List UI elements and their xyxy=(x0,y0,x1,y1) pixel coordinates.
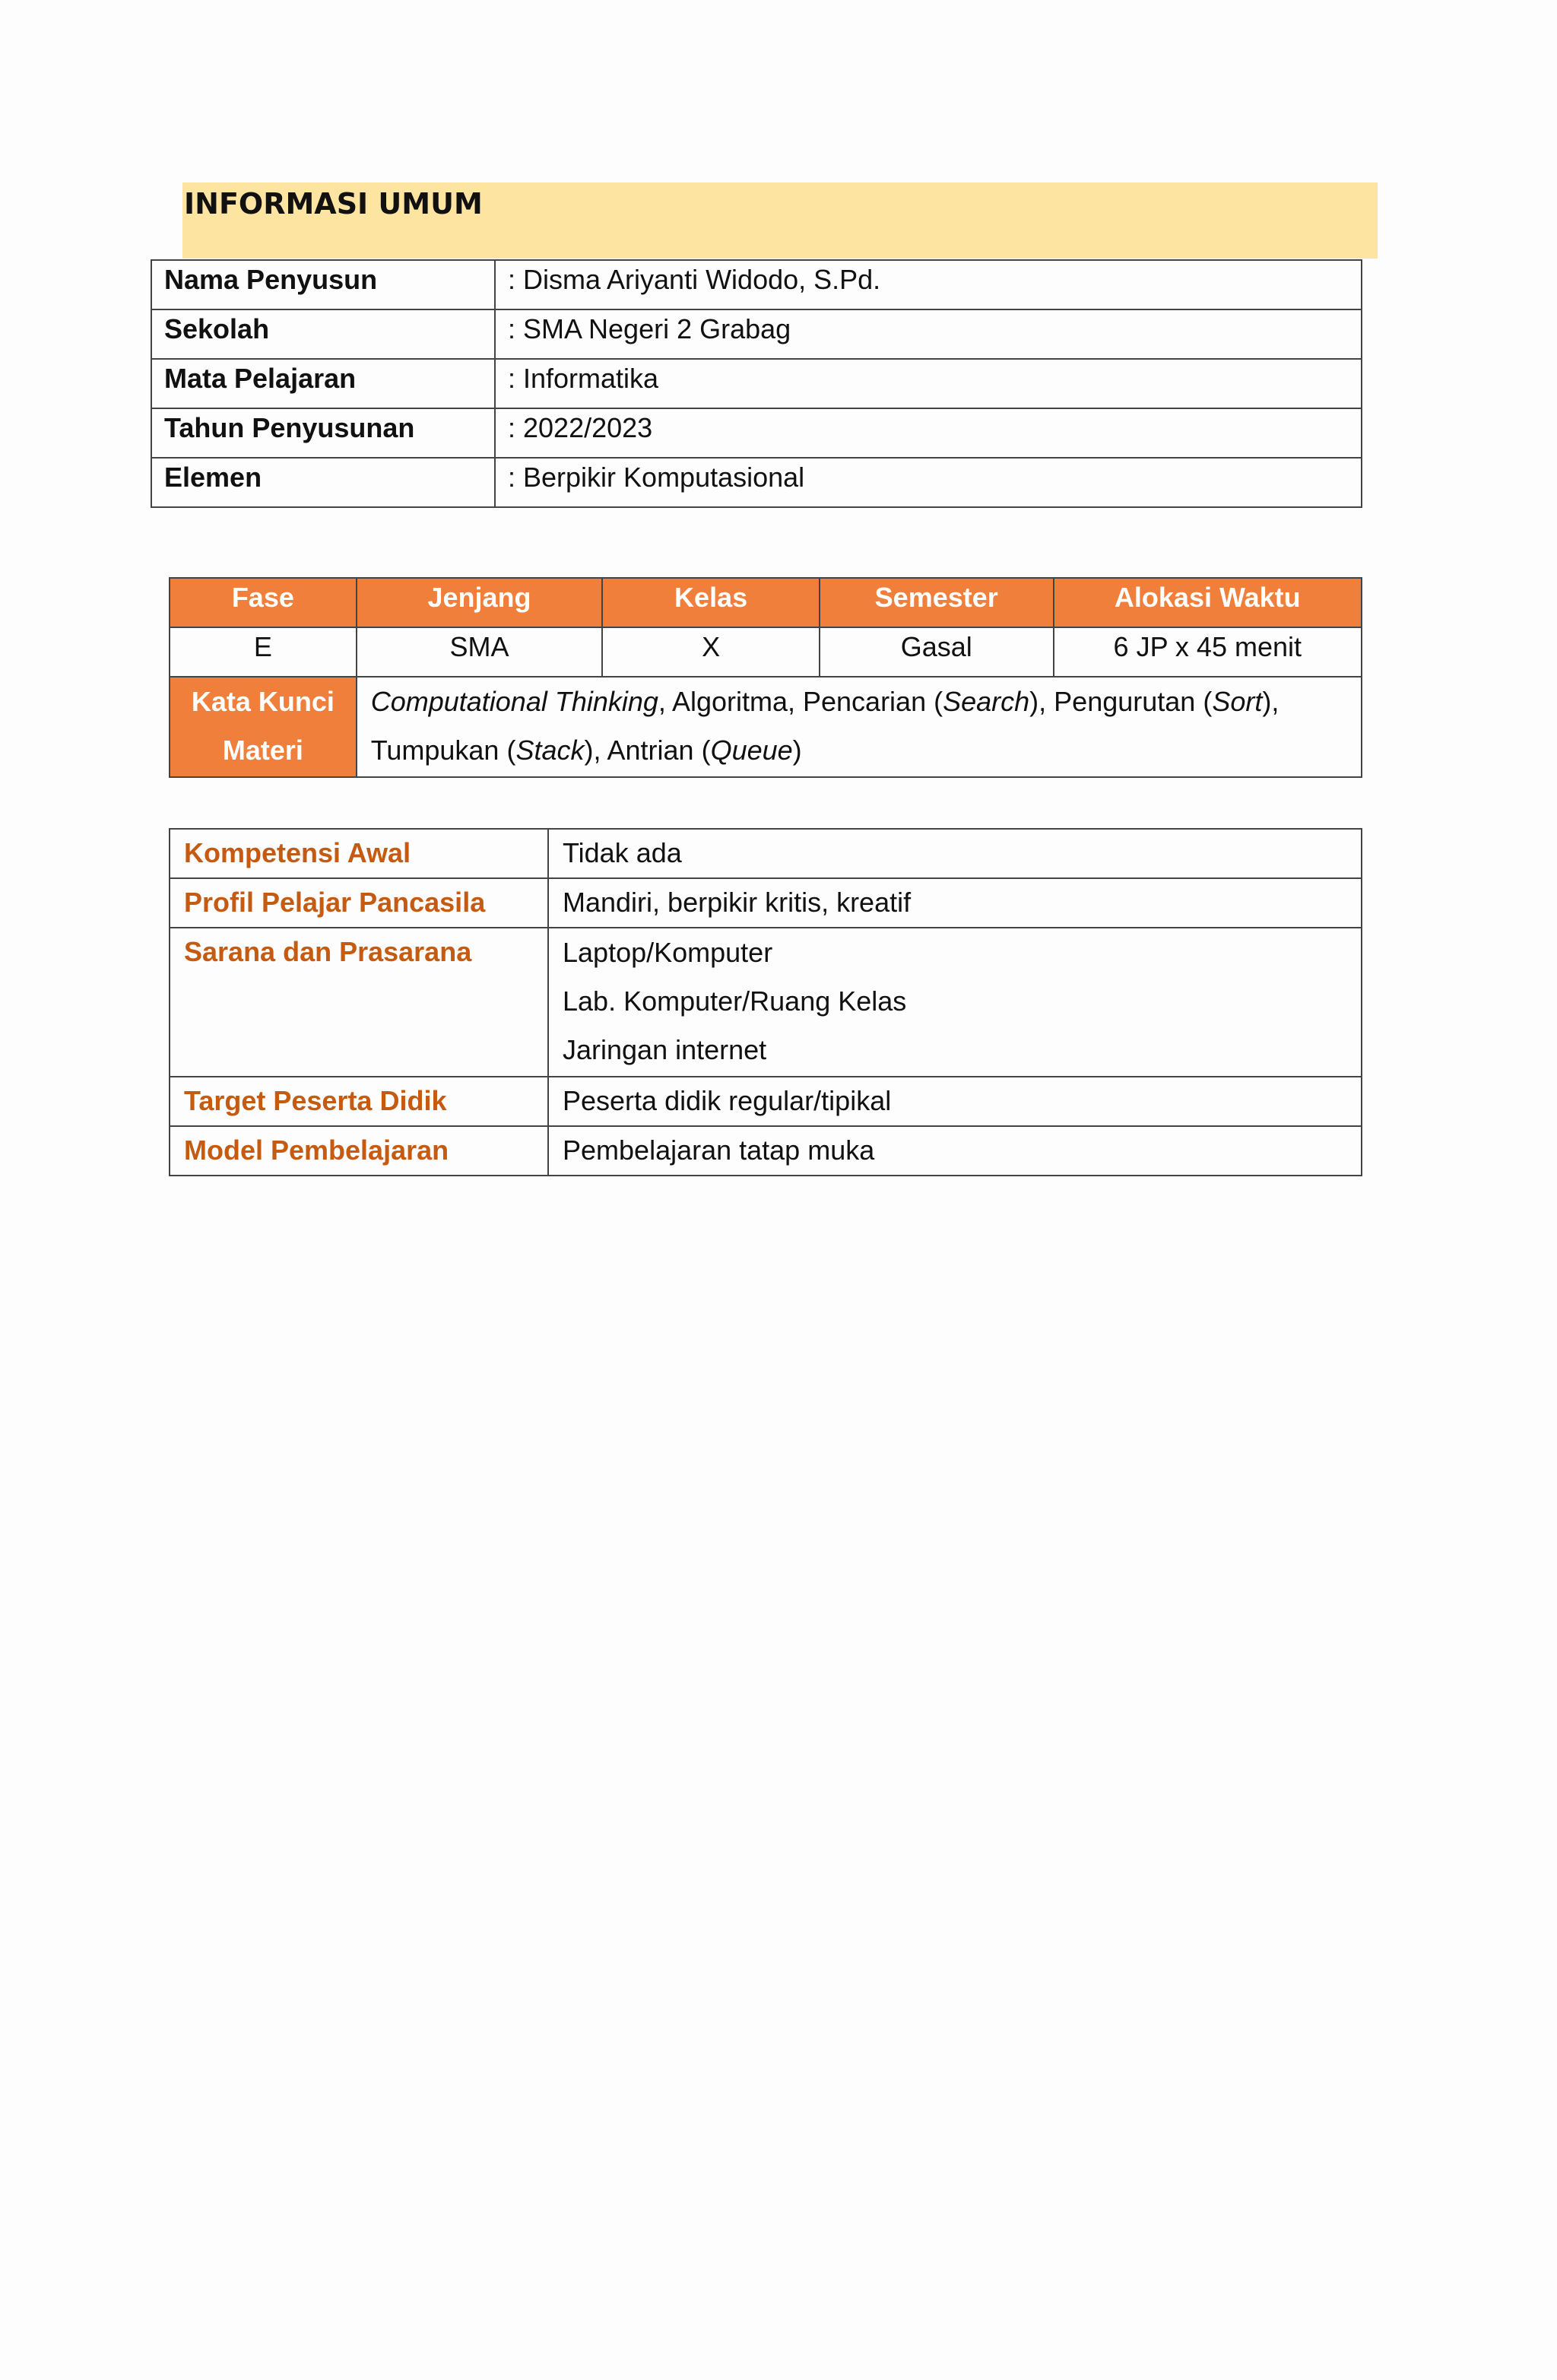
table-row xyxy=(151,408,1362,458)
header-jenjang: Jenjang xyxy=(357,578,603,627)
info-label: Mata Pelajaran xyxy=(151,359,495,408)
competency-label: Model Pembelajaran xyxy=(170,1126,548,1176)
value-semester: Gasal xyxy=(820,627,1054,677)
table-row xyxy=(151,359,1362,408)
kata-kunci-term: Search xyxy=(943,686,1030,717)
info-value: : SMA Negeri 2 Grabag xyxy=(495,309,1362,359)
competency-value: Pembelajaran tatap muka xyxy=(548,1126,1362,1176)
competency-table xyxy=(169,828,1362,1176)
header-kelas: Kelas xyxy=(602,578,820,627)
table-row xyxy=(170,928,1362,1077)
value-fase: E xyxy=(170,627,357,677)
kata-kunci-text: ) xyxy=(792,735,802,766)
kata-kunci-line-1 xyxy=(371,678,1347,726)
kata-kunci-text: , Algoritma, Pencarian ( xyxy=(658,686,943,717)
kata-kunci-label xyxy=(170,677,357,777)
header-fase: Fase xyxy=(170,578,357,627)
kata-kunci-term: Computational Thinking xyxy=(370,686,658,717)
kata-kunci-text: ), xyxy=(1262,686,1280,717)
info-table xyxy=(151,259,1362,508)
section-banner xyxy=(182,182,1378,259)
section-title: INFORMASI UMUM xyxy=(184,187,483,221)
kata-kunci-term: Sort xyxy=(1212,686,1263,717)
competency-value xyxy=(548,928,1362,1077)
kata-kunci-label-line: Kata Kunci xyxy=(191,686,335,717)
competency-label: Kompetensi Awal xyxy=(170,829,548,878)
header-alokasi-waktu: Alokasi Waktu xyxy=(1054,578,1362,627)
competency-label: Target Peserta Didik xyxy=(170,1077,548,1126)
kata-kunci-text: ), Antrian ( xyxy=(584,735,711,766)
table-row xyxy=(170,627,1362,677)
table-row xyxy=(170,1126,1362,1176)
table-row xyxy=(170,1077,1362,1126)
value-alokasi-waktu: 6 JP x 45 menit xyxy=(1054,627,1362,677)
info-value: : Informatika xyxy=(495,359,1362,408)
info-value: : Berpikir Komputasional xyxy=(495,458,1362,507)
kata-kunci-label-line: Materi xyxy=(222,735,303,766)
table-row xyxy=(170,829,1362,878)
info-label: Tahun Penyusunan xyxy=(151,408,495,458)
info-label: Sekolah xyxy=(151,309,495,359)
table-header-row xyxy=(170,578,1362,627)
table-row xyxy=(170,878,1362,928)
competency-value-line: Lab. Komputer/Ruang Kelas xyxy=(563,985,907,1017)
competency-label: Sarana dan Prasarana xyxy=(170,928,548,1077)
value-jenjang: SMA xyxy=(357,627,603,677)
kata-kunci-term: Queue xyxy=(710,735,793,766)
kata-kunci-text: ), Pengurutan ( xyxy=(1029,686,1213,717)
competency-value-line: Jaringan internet xyxy=(563,1034,767,1065)
info-value: : Disma Ariyanti Widodo, S.Pd. xyxy=(495,260,1362,309)
kata-kunci-text: Tumpukan ( xyxy=(370,735,516,766)
competency-value: Tidak ada xyxy=(548,829,1362,878)
kata-kunci-value xyxy=(357,677,1362,777)
competency-value-line: Laptop/Komputer xyxy=(563,937,773,968)
table-row xyxy=(151,309,1362,359)
info-label: Elemen xyxy=(151,458,495,507)
table-row xyxy=(151,458,1362,507)
table-row xyxy=(151,260,1362,309)
header-semester: Semester xyxy=(820,578,1054,627)
competency-value: Peserta didik regular/tipikal xyxy=(548,1077,1362,1126)
table-row xyxy=(170,677,1362,777)
kata-kunci-line-2 xyxy=(371,726,1347,775)
competency-label: Profil Pelajar Pancasila xyxy=(170,878,548,928)
info-value: : 2022/2023 xyxy=(495,408,1362,458)
competency-value: Mandiri, berpikir kritis, kreatif xyxy=(548,878,1362,928)
kata-kunci-term: Stack xyxy=(515,735,585,766)
value-kelas: X xyxy=(602,627,820,677)
phase-table xyxy=(169,577,1362,778)
info-label: Nama Penyusun xyxy=(151,260,495,309)
